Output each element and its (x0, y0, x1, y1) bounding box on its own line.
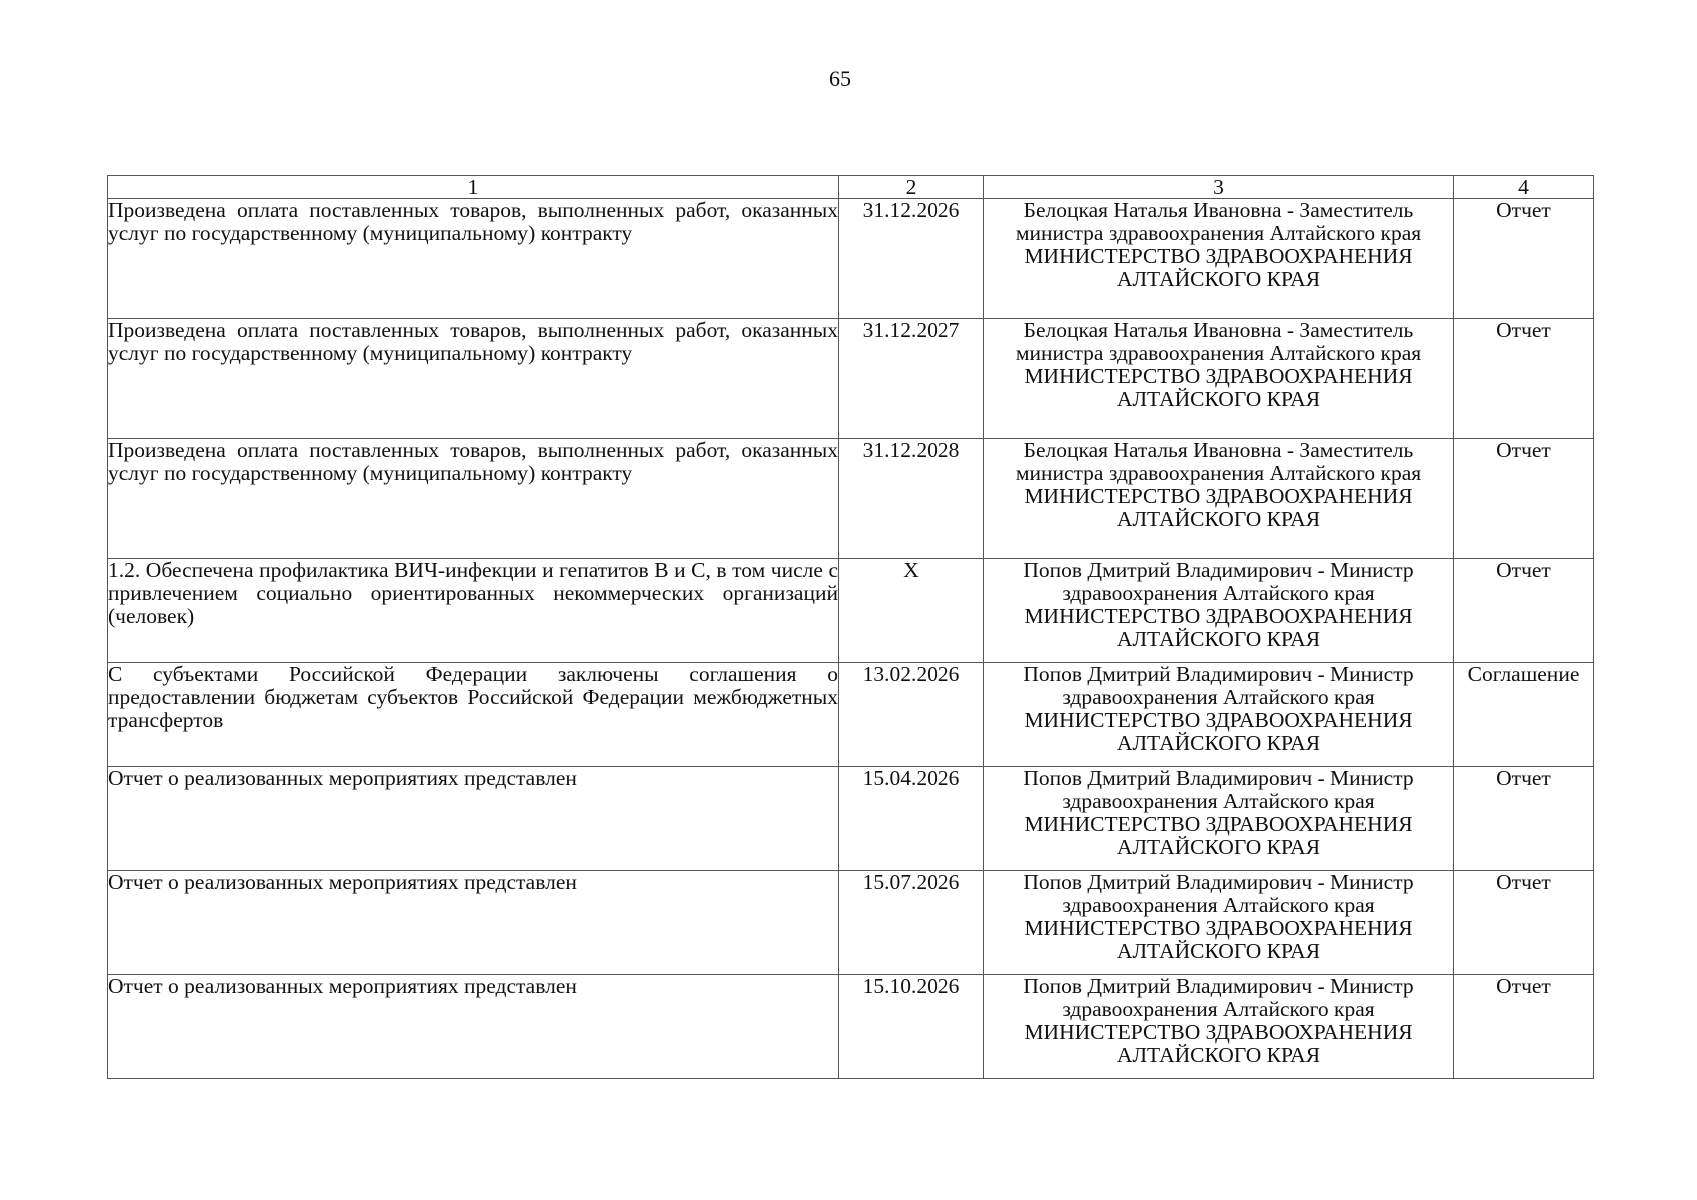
document-type-cell: Отчет (1454, 319, 1594, 439)
result-cell: 1.2. Обеспечена профилактика ВИЧ-инфекции и гепатитов В и С, в том числе с привлечением социально ориентированных некоммерческих организаций (человек) (108, 559, 839, 663)
responsible-person: Попов Дмитрий Владимирович - Министр здравоохранения Алтайского края (1023, 766, 1414, 813)
responsible-organization: МИНИСТЕРСТВО ЗДРАВООХРАНЕНИЯ АЛТАЙСКОГО КРАЯ (1024, 484, 1413, 531)
responsible-organization: МИНИСТЕРСТВО ЗДРАВООХРАНЕНИЯ АЛТАЙСКОГО КРАЯ (1024, 244, 1413, 291)
responsible-person: Попов Дмитрий Владимирович - Министр здравоохранения Алтайского края (1023, 870, 1414, 917)
responsible-cell (984, 439, 1454, 559)
column-header-4: 4 (1454, 176, 1594, 199)
result-cell: С субъектами Российской Федерации заключены соглашения о предоставлении бюджетам субъектов Российской Федерации межбюджетных трансфертов (108, 663, 839, 767)
column-header-2: 2 (839, 176, 984, 199)
responsible-cell (984, 319, 1454, 439)
responsible-organization: МИНИСТЕРСТВО ЗДРАВООХРАНЕНИЯ АЛТАЙСКОГО КРАЯ (1024, 916, 1413, 963)
document-type-cell: Отчет (1454, 559, 1594, 663)
result-cell: Произведена оплата поставленных товаров, выполненных работ, оказанных услуг по государственному (муниципальному) контракту (108, 439, 839, 559)
document-type-cell: Отчет (1454, 439, 1594, 559)
result-cell: Отчет о реализованных мероприятиях представлен (108, 975, 839, 1079)
date-cell: X (839, 559, 984, 663)
responsible-person: Белоцкая Наталья Ивановна - Заместитель министра здравоохранения Алтайского края (1015, 438, 1422, 485)
page-number: 65 (829, 66, 851, 91)
responsible-organization: МИНИСТЕРСТВО ЗДРАВООХРАНЕНИЯ АЛТАЙСКОГО КРАЯ (1024, 1020, 1413, 1067)
date-cell: 15.10.2026 (839, 975, 984, 1079)
document-type-cell: Соглашение (1454, 663, 1594, 767)
date-cell: 31.12.2028 (839, 439, 984, 559)
table-row (108, 975, 1594, 1079)
responsible-person: Белоцкая Наталья Ивановна - Заместитель министра здравоохранения Алтайского края (1015, 318, 1422, 365)
date-cell: 15.07.2026 (839, 871, 984, 975)
table-row (108, 199, 1594, 319)
responsible-cell (984, 559, 1454, 663)
table-row (108, 559, 1594, 663)
result-cell: Отчет о реализованных мероприятиях представлен (108, 871, 839, 975)
plan-table (107, 175, 1594, 1079)
responsible-organization: МИНИСТЕРСТВО ЗДРАВООХРАНЕНИЯ АЛТАЙСКОГО КРАЯ (1024, 364, 1413, 411)
table-row (108, 439, 1594, 559)
responsible-person: Попов Дмитрий Владимирович - Министр здравоохранения Алтайского края (1023, 662, 1414, 709)
responsible-cell (984, 767, 1454, 871)
responsible-organization: МИНИСТЕРСТВО ЗДРАВООХРАНЕНИЯ АЛТАЙСКОГО КРАЯ (1024, 812, 1413, 859)
table-header-row (108, 176, 1594, 199)
document-type-cell: Отчет (1454, 199, 1594, 319)
result-cell: Произведена оплата поставленных товаров, выполненных работ, оказанных услуг по государственному (муниципальному) контракту (108, 199, 839, 319)
document-type-cell: Отчет (1454, 767, 1594, 871)
column-header-1: 1 (108, 176, 839, 199)
responsible-organization: МИНИСТЕРСТВО ЗДРАВООХРАНЕНИЯ АЛТАЙСКОГО КРАЯ (1024, 604, 1413, 651)
date-cell: 31.12.2027 (839, 319, 984, 439)
responsible-cell (984, 199, 1454, 319)
responsible-person: Попов Дмитрий Владимирович - Министр здравоохранения Алтайского края (1023, 974, 1414, 1021)
result-cell: Отчет о реализованных мероприятиях представлен (108, 767, 839, 871)
responsible-cell (984, 663, 1454, 767)
result-cell: Произведена оплата поставленных товаров, выполненных работ, оказанных услуг по государственному (муниципальному) контракту (108, 319, 839, 439)
date-cell: 15.04.2026 (839, 767, 984, 871)
responsible-person: Белоцкая Наталья Ивановна - Заместитель министра здравоохранения Алтайского края (1015, 198, 1422, 245)
table-row (108, 319, 1594, 439)
table-row (108, 767, 1594, 871)
document-type-cell: Отчет (1454, 975, 1594, 1079)
table-row (108, 871, 1594, 975)
responsible-cell (984, 871, 1454, 975)
responsible-cell (984, 975, 1454, 1079)
table-row (108, 663, 1594, 767)
date-cell: 13.02.2026 (839, 663, 984, 767)
date-cell: 31.12.2026 (839, 199, 984, 319)
responsible-person: Попов Дмитрий Владимирович - Министр здравоохранения Алтайского края (1023, 558, 1414, 605)
document-type-cell: Отчет (1454, 871, 1594, 975)
responsible-organization: МИНИСТЕРСТВО ЗДРАВООХРАНЕНИЯ АЛТАЙСКОГО КРАЯ (1024, 708, 1413, 755)
column-header-3: 3 (984, 176, 1454, 199)
